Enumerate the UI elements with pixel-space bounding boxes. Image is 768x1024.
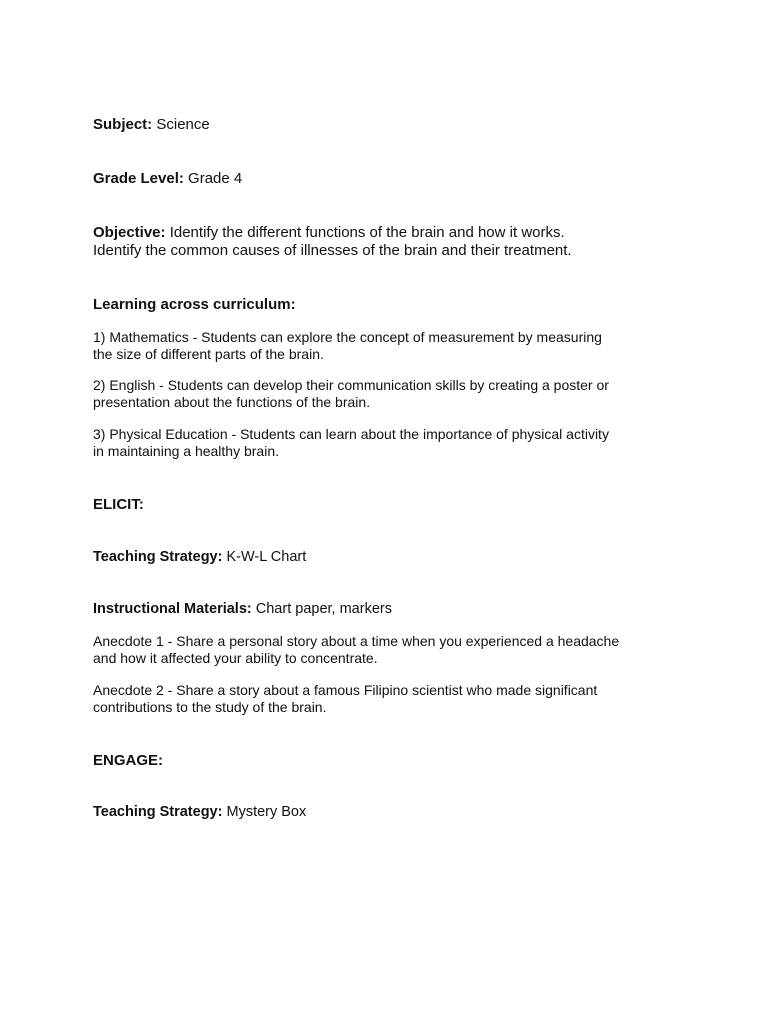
engage-teaching-strategy-value: Mystery Box (226, 804, 307, 820)
elicit-heading: ELICIT: (93, 496, 144, 513)
elicit-instructional-materials-value: Chart paper, markers (255, 601, 392, 617)
anecdote-line: Anecdote 2 - Share a story about a famous Filipino scientist who made significant (93, 682, 598, 698)
curriculum-item-english (93, 377, 693, 410)
curriculum-item-mathematics (93, 329, 693, 362)
elicit-instructional-materials-label: Instructional Materials: (93, 601, 252, 617)
grade-level-line (93, 170, 693, 188)
elicit-teaching-strategy-line (93, 549, 693, 566)
curriculum-item-line: in maintaining a healthy brain. (93, 442, 280, 459)
anecdote-1 (93, 633, 693, 666)
curriculum-item-line: 1) Mathematics - Students can explore the concept of measurement by measuring (93, 329, 602, 345)
subject-label: Subject: (93, 116, 153, 133)
grade-level-label: Grade Level: (93, 170, 184, 187)
anecdote-line: Anecdote 1 - Share a personal story about a time when you experienced a headache (93, 633, 620, 649)
curriculum-item-line: presentation about the functions of the brain. (93, 393, 371, 410)
objective-label: Objective: (93, 224, 166, 241)
curriculum-item-line: the size of different parts of the brain. (93, 345, 324, 362)
curriculum-item-physical-education (93, 426, 693, 459)
anecdote-line: and how it affected your ability to concentrate. (93, 649, 378, 666)
objective-line-1 (93, 224, 693, 242)
objective-line-2 (93, 242, 693, 260)
anecdote-2 (93, 682, 693, 715)
elicit-instructional-materials-line (93, 601, 693, 618)
subject-value: Science (156, 116, 210, 133)
anecdote-line: contributions to the study of the brain. (93, 698, 327, 715)
elicit-teaching-strategy-value: K-W-L Chart (226, 549, 307, 565)
engage-teaching-strategy-label: Teaching Strategy: (93, 804, 223, 820)
elicit-teaching-strategy-label: Teaching Strategy: (93, 549, 223, 565)
engage-teaching-strategy-line (93, 804, 693, 821)
curriculum-item-line: 3) Physical Education - Students can learn about the importance of physical activity (93, 426, 609, 442)
grade-level-value: Grade 4 (188, 170, 243, 187)
subject-line (93, 116, 693, 134)
curriculum-item-line: 2) English - Students can develop their communication skills by creating a poster or (93, 377, 609, 393)
learning-across-curriculum-heading: Learning across curriculum: (93, 296, 296, 313)
objective-text-1: Identify the different functions of the brain and how it works. (169, 224, 565, 241)
engage-heading: ENGAGE: (93, 752, 164, 769)
objective-text-2: Identify the common causes of illnesses of the brain and their treatment. (93, 242, 572, 259)
